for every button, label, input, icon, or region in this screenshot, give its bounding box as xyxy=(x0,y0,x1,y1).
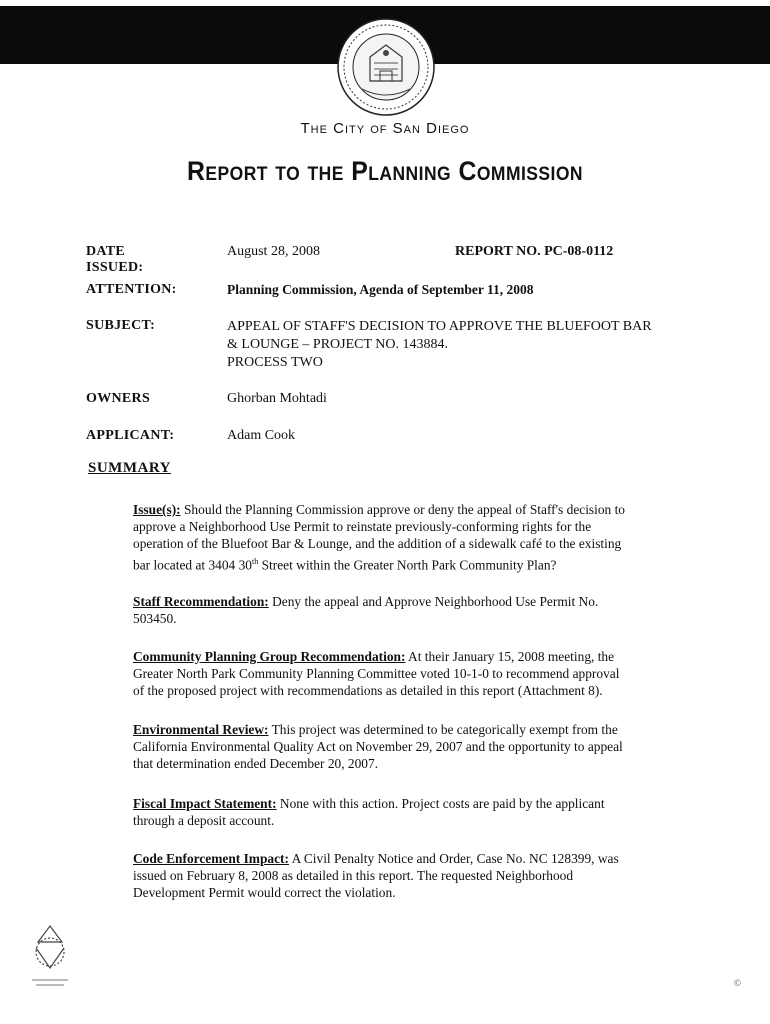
city-name: The City of San Diego xyxy=(300,120,470,137)
recycle-logo-icon xyxy=(22,918,78,992)
city-seal-icon xyxy=(336,17,436,117)
subject-line: PROCESS TWO xyxy=(227,355,323,370)
issues-text: approve a Neighborhood Use Permit to reinstate previously-conforming rights for the xyxy=(133,519,592,535)
code-enforcement-heading: Code Enforcement Impact: xyxy=(133,851,289,866)
environmental-review-text: This project was determined to be categorically exempt from the xyxy=(271,722,618,737)
code-enforcement-paragraph xyxy=(133,850,693,902)
page-mark: © xyxy=(734,978,741,988)
applicant-label: APPLICANT: xyxy=(86,428,175,443)
date-issued-value: August 28, 2008 xyxy=(227,244,320,259)
staff-recommendation-text: 503450. xyxy=(133,611,177,627)
environmental-review-text: that determination ended December 20, 2007. xyxy=(133,756,379,772)
environmental-review-heading: Environmental Review: xyxy=(133,722,269,737)
cpg-recommendation-heading: Community Planning Group Recommendation: xyxy=(133,649,406,664)
code-enforcement-text: A Civil Penalty Notice and Order, Case No. NC 128399, was xyxy=(291,851,619,866)
cpg-recommendation-text: of the proposed project with recommendations as detailed in this report (Attachment 8). xyxy=(133,683,603,699)
code-enforcement-text: issued on February 8, 2008 as detailed in this report. The requested Neighborhood xyxy=(133,868,574,884)
issues-text: operation of the Bluefoot Bar & Lounge, and the addition of a sidewalk café to the existing xyxy=(133,536,622,552)
issues-paragraph xyxy=(133,501,693,573)
fiscal-impact-heading: Fiscal Impact Statement: xyxy=(133,796,277,811)
subject-value xyxy=(227,318,652,372)
environmental-review-text: California Environmental Quality Act on November 29, 2007 and the opportunity to appeal xyxy=(133,739,623,755)
fiscal-impact-text: None with this action. Project costs are paid by the applicant xyxy=(279,796,605,811)
report-title: Report to the Planning Commission xyxy=(187,156,583,186)
staff-recommendation-text: Deny the appeal and Approve Neighborhood Use Permit No. xyxy=(272,594,599,609)
environmental-review-paragraph xyxy=(133,721,693,773)
attention-value: Planning Commission, Agenda of September 11, 2008 xyxy=(227,282,534,297)
ordinal-suffix: th xyxy=(252,556,259,566)
issues-text: Street within the Greater North Park Community Plan? xyxy=(258,557,557,573)
issues-text: Should the Planning Commission approve or deny the appeal of Staff's decision to xyxy=(183,502,626,517)
summary-heading: SUMMARY xyxy=(88,460,171,476)
attention-label: ATTENTION: xyxy=(86,282,177,297)
cpg-recommendation-text: Greater North Park Community Planning Committee voted 10-1-0 to recommend approval xyxy=(133,666,620,682)
code-enforcement-text: Development Permit would correct the violation. xyxy=(133,885,396,901)
owners-label: OWNERS xyxy=(86,391,151,406)
cpg-recommendation-paragraph xyxy=(133,648,693,700)
subject-line: APPEAL OF STAFF'S DECISION TO APPROVE THE BLUEFOOT BAR xyxy=(227,319,652,334)
owners-value: Ghorban Mohtadi xyxy=(227,391,327,406)
subject-label: SUBJECT: xyxy=(86,318,156,333)
fiscal-impact-text: through a deposit account. xyxy=(133,813,275,829)
report-number: REPORT NO. PC-08-0112 xyxy=(455,244,614,259)
staff-recommendation-paragraph xyxy=(133,593,693,627)
cpg-recommendation-text: At their January 15, 2008 meeting, the xyxy=(408,649,615,664)
subject-line: & LOUNGE – PROJECT NO. 143884. xyxy=(227,337,449,352)
applicant-value: Adam Cook xyxy=(227,428,296,443)
issues-heading: Issue(s): xyxy=(133,502,181,517)
fiscal-impact-paragraph xyxy=(133,795,693,829)
staff-recommendation-heading: Staff Recommendation: xyxy=(133,594,269,609)
date-issued-label: DATE ISSUED: xyxy=(86,244,144,275)
issues-text: bar located at 3404 30 xyxy=(133,557,252,573)
